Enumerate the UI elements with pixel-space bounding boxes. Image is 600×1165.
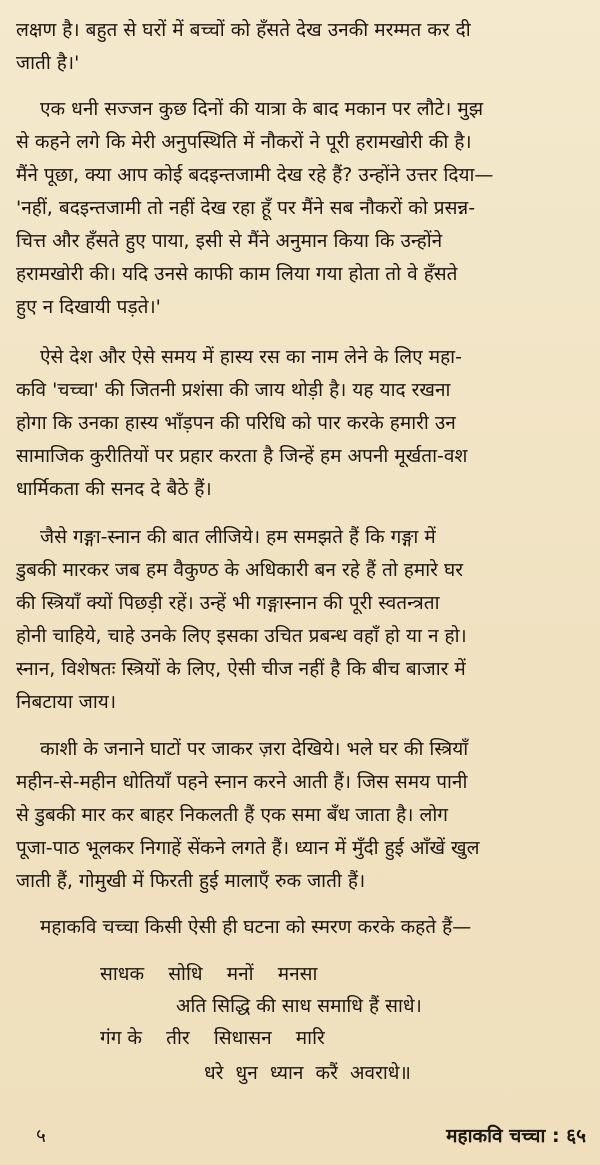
paragraph-2	[16, 93, 590, 324]
text-line: लक्षण है। बहुत से घरों में बच्चों को हँसते देख उनकी मरम्मत कर दी	[16, 19, 471, 41]
paragraph-3	[16, 341, 590, 506]
text-line: हुए न दिखायी पड़ते।'	[16, 296, 161, 318]
text-line: 'नहीं, बदइन्तजामी तो नहीं देख रहा हूँ पर मैंने सब नौकरों को प्रसन्न-	[16, 197, 476, 219]
paragraph-4	[16, 521, 590, 719]
page-footer	[0, 1120, 600, 1160]
text-line: ऐसे देश और ऐसे समय में हास्य रस का नाम लेने के लिए महा-	[40, 346, 462, 368]
text-line: होगा कि उनका हास्य भाँड़पन की परिधि को पार करके हमारी उन	[16, 412, 456, 434]
text-line: डुबकी मारकर जब हम वैकुण्ठ के अधिकारी बन रहे हैं तो हमारे घर	[16, 559, 463, 581]
verse-line: अति सिद्धि की साध समाधि हैं साधे।	[176, 995, 422, 1017]
text-line: से डुबकी मार कर बाहर निकलती हैं एक समा बँध जाता है। लोग	[16, 804, 448, 826]
text-line: हरामखोरी की। यदि उनसे काफी काम लिया गया होता तो वे हँसते	[16, 263, 458, 285]
signature-mark: ५	[36, 1125, 46, 1147]
paragraph-1	[16, 14, 590, 80]
text-line: जाती हैं, गोमुखी में फिरती हुई मालाएँ रुक जाती हैं।	[16, 870, 366, 892]
text-line: काशी के जनाने घाटों पर जाकर ज़रा देखिये। भले घर की स्त्रियाँ	[40, 738, 469, 760]
text-line: महीन-से-महीन धोतियाँ पहने स्नान करने आती हैं। जिस समय पानी	[16, 771, 468, 793]
paragraph-5	[16, 733, 590, 898]
text-line: निबटाया जाय।	[16, 691, 117, 713]
text-line: जैसे गङ्गा-स्नान की बात लीजिये। हम समझते हैं कि गङ्गा में	[40, 526, 436, 548]
text-line: से कहने लगे कि मेरी अनुपस्थिति में नौकरों ने पूरी हरामखोरी की है।	[16, 131, 472, 153]
text-line: कवि 'चच्चा' की जितनी प्रशंसा की जाय थोड़ी है। यह याद रखना	[16, 379, 451, 401]
text-line: धार्मिकता की सनद दे बैठे हैं।	[16, 478, 212, 500]
verse-line: गंग के तीर सिधासन मारि	[100, 1027, 325, 1049]
verse-line: साधक सोधि मनों मनसा	[100, 963, 318, 985]
text-line: एक धनी सज्जन कुछ दिनों की यात्रा के बाद मकान पर लौटे। मुझ	[40, 98, 484, 120]
text-line: चित्त और हँसते हुए पाया, इसी से मैंने अनुमान किया कि उन्होंने	[16, 230, 443, 252]
text-line: मैंने पूछा, क्या आप कोई बदइन्तजामी देख रहे हैं? उन्होंने उत्तर दिया—	[16, 164, 494, 186]
text-line: पूजा-पाठ भूलकर निगाहें सेंकने लगते हैं। ध्यान में मुँदी हुई आँखें खुल	[16, 837, 480, 859]
text-line: महाकवि चच्चा किसी ऐसी ही घटना को स्मरण करके कहते हैं—	[40, 916, 472, 938]
running-footer-title: महाकवि चच्चा : ६५	[446, 1125, 586, 1147]
text-line: स्नान, विशेषतः स्त्रियों के लिए, ऐसी चीज नहीं है कि बीच बाजार में	[16, 658, 466, 680]
paragraph-6	[16, 911, 590, 944]
text-line: जाती है।'	[16, 52, 80, 74]
text-line: की स्त्रियाँ क्यों पिछड़ी रहें। उन्हें भी गङ्गास्नान की पूरी स्वतन्त्रता	[16, 592, 440, 614]
verse-line: धरे धुन ध्यान करैं अवराधे॥	[204, 1062, 411, 1084]
text-line: सामाजिक कुरीतियों पर प्रहार करता है जिन्हें हम अपनी मूर्खता-वश	[16, 445, 468, 467]
text-line: होनी चाहिये, चाहे उनके लिए इसका उचित प्रबन्ध वहाँ हो या न हो।	[16, 625, 467, 647]
